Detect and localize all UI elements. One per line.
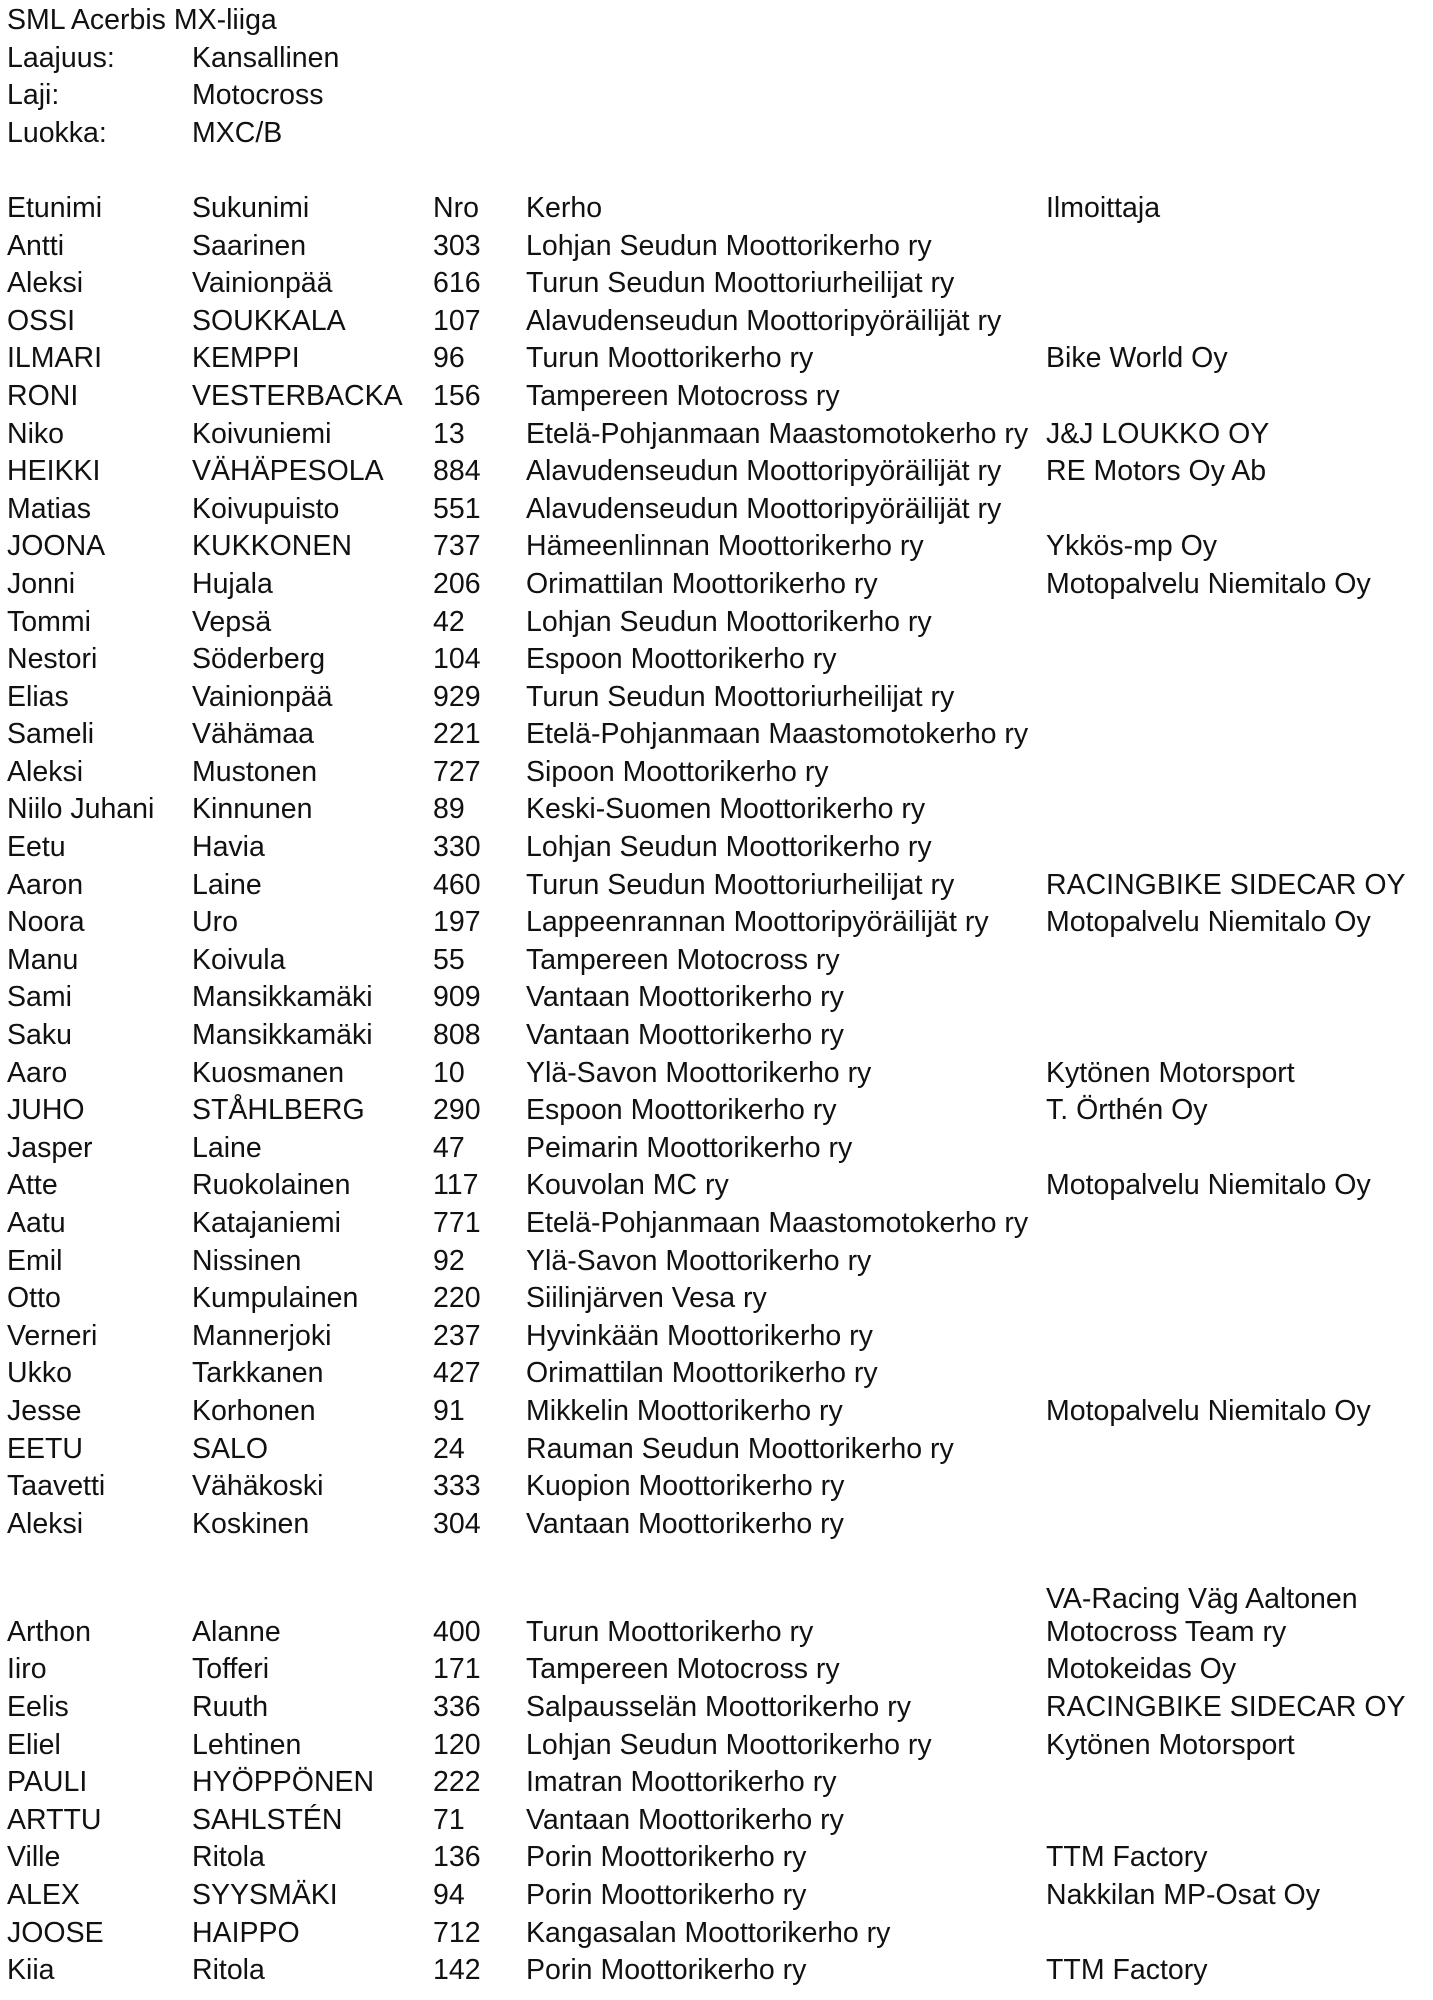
cell-sponsor: Kytönen Motorsport — [1046, 1728, 1295, 1761]
cell-first-name: Sami — [7, 981, 72, 1014]
cell-number: 96 — [433, 342, 465, 375]
cell-club: Mikkelin Moottorikerho ry — [526, 1394, 843, 1427]
table-row — [7, 1468, 1427, 1506]
cell-club: Lappeenrannan Moottoripyöräilijät ry — [526, 906, 989, 939]
cell-first-name: Saku — [7, 1019, 72, 1052]
cell-sponsor: Motopalvelu Niemitalo Oy — [1046, 567, 1371, 600]
cell-club: Ylä-Savon Moottorikerho ry — [526, 1056, 872, 1089]
cell-number: 206 — [433, 567, 481, 600]
table-row — [7, 1952, 1427, 1990]
table-row — [7, 942, 1427, 980]
cell-last-name: VESTERBACKA — [192, 379, 403, 412]
cell-number: 94 — [433, 1878, 465, 1911]
cell-first-name: Eliel — [7, 1728, 61, 1761]
table-row — [7, 791, 1427, 829]
meta-value: MXC/B — [192, 116, 283, 149]
cell-sponsor: Nakkilan MP-Osat Oy — [1046, 1878, 1320, 1911]
cell-first-name: RONI — [7, 379, 79, 412]
cell-number: 304 — [433, 1507, 481, 1540]
table-row — [7, 1243, 1427, 1281]
cell-first-name: Aaro — [7, 1056, 68, 1089]
cell-sponsor — [1046, 1318, 1426, 1356]
cell-last-name: Laine — [192, 868, 262, 901]
table-row — [7, 1318, 1427, 1356]
cell-sponsor: Motokeidas Oy — [1046, 1653, 1237, 1686]
cell-last-name: SYYSMÄKI — [192, 1878, 338, 1911]
cell-last-name: Nissinen — [192, 1244, 302, 1277]
table-row — [7, 378, 1427, 416]
cell-first-name: Eelis — [7, 1690, 69, 1723]
cell-club: Vantaan Moottorikerho ry — [526, 981, 844, 1014]
cell-last-name: Mansikkamäki — [192, 1019, 373, 1052]
cell-sponsor — [1046, 1802, 1426, 1840]
cell-sponsor: RE Motors Oy Ab — [1046, 455, 1267, 488]
cell-sponsor — [1046, 1017, 1426, 1055]
table-row — [7, 416, 1427, 454]
cell-sponsor — [1046, 942, 1426, 980]
cell-first-name: Aleksi — [7, 267, 84, 300]
cell-sponsor — [1046, 604, 1426, 642]
cell-club: Turun Seudun Moottoriurheilijat ry — [526, 680, 955, 713]
cell-last-name: SAHLSTÉN — [192, 1803, 343, 1836]
cell-number: 24 — [433, 1432, 465, 1465]
cell-last-name: VÄHÄPESOLA — [192, 455, 384, 488]
cell-first-name: Jonni — [7, 567, 76, 600]
cell-sponsor — [1046, 754, 1426, 792]
cell-first-name: Sameli — [7, 718, 95, 751]
cell-last-name: SOUKKALA — [192, 304, 346, 337]
table-row — [7, 1017, 1427, 1055]
cell-last-name: Lehtinen — [192, 1728, 302, 1761]
meta-row-sport — [7, 77, 1427, 115]
cell-last-name: Ritola — [192, 1841, 265, 1874]
cell-club: Vantaan Moottorikerho ry — [526, 1019, 844, 1052]
table-row — [7, 1506, 1427, 1544]
cell-number: 171 — [433, 1653, 481, 1686]
cell-first-name: Nestori — [7, 643, 98, 676]
cell-number: 333 — [433, 1470, 481, 1503]
cell-last-name: Tarkkanen — [192, 1357, 324, 1390]
cell-first-name: HEIKKI — [7, 455, 101, 488]
cell-last-name: Söderberg — [192, 643, 326, 676]
cell-first-name: Eetu — [7, 831, 66, 864]
cell-last-name: Mustonen — [192, 755, 318, 788]
cell-last-name: Ruokolainen — [192, 1169, 351, 1202]
cell-first-name: ALEX — [7, 1878, 80, 1911]
cell-club: Porin Moottorikerho ry — [526, 1954, 807, 1987]
meta-label: Laajuus: — [7, 41, 115, 74]
cell-sponsor — [1046, 979, 1426, 1017]
table-header — [7, 190, 1427, 228]
cell-number: 330 — [433, 831, 481, 864]
cell-number: 929 — [433, 680, 481, 713]
cell-number: 89 — [433, 793, 465, 826]
cell-sponsor: RACINGBIKE SIDECAR OY — [1046, 1690, 1406, 1723]
cell-sponsor — [1046, 491, 1426, 529]
cell-number: 55 — [433, 943, 465, 976]
cell-club: Espoon Moottorikerho ry — [526, 643, 837, 676]
cell-first-name: Manu — [7, 943, 79, 976]
document — [7, 2, 1427, 1990]
cell-sponsor: TTM Factory — [1046, 1841, 1208, 1874]
header-first-name: Etunimi — [7, 191, 103, 224]
table-row — [7, 303, 1427, 341]
cell-first-name: Matias — [7, 492, 91, 525]
cell-sponsor — [1046, 1431, 1426, 1469]
meta-value: Kansallinen — [192, 41, 340, 74]
cell-sponsor — [1046, 1243, 1426, 1281]
cell-sponsor — [1046, 228, 1426, 266]
cell-sponsor — [1046, 1355, 1426, 1393]
table-row — [7, 491, 1427, 529]
cell-number: 120 — [433, 1728, 481, 1761]
header-club: Kerho — [526, 191, 603, 224]
cell-sponsor — [1046, 679, 1426, 717]
cell-first-name: JUHO — [7, 1094, 85, 1127]
cell-club: Ylä-Savon Moottorikerho ry — [526, 1244, 872, 1277]
cell-last-name: Kinnunen — [192, 793, 313, 826]
document-title: SML Acerbis MX-liiga — [7, 4, 277, 36]
cell-first-name: JOONA — [7, 530, 106, 563]
table-row — [7, 566, 1427, 604]
table-row — [7, 1205, 1427, 1243]
cell-sponsor — [1046, 1205, 1426, 1243]
cell-first-name: Kiia — [7, 1954, 55, 1987]
cell-sponsor — [1046, 1468, 1426, 1506]
cell-number: 10 — [433, 1056, 465, 1089]
cell-number: 220 — [433, 1282, 481, 1315]
table-row — [7, 1355, 1427, 1393]
cell-last-name: KEMPPI — [192, 342, 300, 375]
table-row — [7, 1839, 1427, 1877]
table-row — [7, 1689, 1427, 1727]
cell-club: Imatran Moottorikerho ry — [526, 1766, 837, 1799]
cell-club: Keski-Suomen Moottorikerho ry — [526, 793, 926, 826]
cell-first-name: Aleksi — [7, 755, 84, 788]
table-row — [7, 1431, 1427, 1469]
cell-number: 237 — [433, 1319, 481, 1352]
cell-number: 727 — [433, 755, 481, 788]
cell-club: Kuopion Moottorikerho ry — [526, 1470, 845, 1503]
cell-first-name: EETU — [7, 1432, 84, 1465]
cell-first-name: Iiro — [7, 1653, 47, 1686]
cell-first-name: Niko — [7, 417, 65, 450]
cell-number: 156 — [433, 379, 481, 412]
cell-sponsor: T. Örthén Oy — [1046, 1094, 1208, 1127]
cell-club: Orimattilan Moottorikerho ry — [526, 567, 878, 600]
cell-number: 13 — [433, 417, 465, 450]
cell-number: 400 — [433, 1615, 481, 1648]
cell-first-name: Verneri — [7, 1319, 98, 1352]
table-row — [7, 641, 1427, 679]
cell-first-name: Arthon — [7, 1615, 91, 1648]
cell-last-name: Vepsä — [192, 605, 272, 638]
meta-row-scope — [7, 40, 1427, 78]
spacer — [7, 152, 1427, 190]
cell-club: Porin Moottorikerho ry — [526, 1878, 807, 1911]
cell-number: 136 — [433, 1841, 481, 1874]
cell-number: 616 — [433, 267, 481, 300]
cell-number: 47 — [433, 1131, 465, 1164]
cell-number: 551 — [433, 492, 481, 525]
cell-first-name: ILMARI — [7, 342, 103, 375]
cell-last-name: HAIPPO — [192, 1916, 300, 1949]
cell-last-name: Katajaniemi — [192, 1207, 341, 1239]
cell-club: Kangasalan Moottorikerho ry — [526, 1916, 891, 1949]
cell-sponsor — [1046, 1280, 1426, 1318]
cell-number: 427 — [433, 1357, 481, 1390]
cell-club: Lohjan Seudun Moottorikerho ry — [526, 229, 932, 262]
cell-last-name: Vähäkoski — [192, 1470, 324, 1503]
cell-first-name: Noora — [7, 906, 85, 939]
cell-number: 808 — [433, 1019, 481, 1052]
cell-club: Tampereen Motocross ry — [526, 1653, 840, 1686]
cell-sponsor — [1046, 265, 1426, 303]
cell-club: Kouvolan MC ry — [526, 1169, 729, 1202]
cell-first-name: Aaron — [7, 868, 84, 901]
cell-number: 771 — [433, 1207, 481, 1239]
cell-club: Rauman Seudun Moottorikerho ry — [526, 1432, 954, 1465]
meta-value: Motocross — [192, 79, 324, 112]
cell-number: 460 — [433, 868, 481, 901]
cell-first-name: ARTTU — [7, 1803, 102, 1836]
cell-club: Etelä-Pohjanmaan Maastomotokerho ry — [526, 718, 1029, 751]
table-row — [7, 1915, 1427, 1953]
table-row — [7, 1055, 1427, 1093]
cell-first-name: Emil — [7, 1244, 63, 1277]
cell-sponsor: J&J LOUKKO OY — [1046, 417, 1270, 450]
cell-last-name: Koivuniemi — [192, 417, 332, 450]
cell-club: Etelä-Pohjanmaan Maastomotokerho ry — [526, 417, 1029, 450]
cell-last-name: Ritola — [192, 1954, 265, 1987]
table-row — [7, 1764, 1427, 1802]
cell-last-name: Laine — [192, 1131, 262, 1164]
cell-first-name: Atte — [7, 1169, 58, 1202]
cell-last-name: Mansikkamäki — [192, 981, 373, 1014]
cell-sponsor — [1046, 1506, 1426, 1544]
cell-club: Lohjan Seudun Moottorikerho ry — [526, 605, 932, 638]
cell-number: 104 — [433, 643, 481, 676]
cell-number: 142 — [433, 1954, 481, 1987]
cell-club: Hämeenlinnan Moottorikerho ry — [526, 530, 924, 563]
cell-first-name: PAULI — [7, 1766, 88, 1799]
cell-last-name: Saarinen — [192, 229, 307, 262]
cell-club: Alavudenseudun Moottoripyöräilijät ry — [526, 304, 1002, 337]
table-row — [7, 1727, 1427, 1765]
cell-club: Turun Seudun Moottoriurheilijat ry — [526, 868, 955, 901]
cell-number: 91 — [433, 1394, 465, 1427]
cell-last-name: Koivupuisto — [192, 492, 340, 525]
table-row — [7, 228, 1427, 266]
table-row — [7, 1802, 1427, 1840]
cell-number: 107 — [433, 304, 481, 337]
cell-sponsor — [1046, 378, 1426, 416]
table-row — [7, 1393, 1427, 1431]
cell-first-name: Antti — [7, 229, 65, 262]
cell-number: 222 — [433, 1766, 481, 1799]
cell-number: 737 — [433, 530, 481, 563]
cell-first-name: Jasper — [7, 1131, 93, 1164]
cell-last-name: Hujala — [192, 567, 273, 600]
cell-first-name: Taavetti — [7, 1470, 106, 1503]
cell-club: Salpausselän Moottorikerho ry — [526, 1690, 911, 1723]
cell-last-name: Ruuth — [192, 1690, 269, 1723]
cell-number: 909 — [433, 981, 481, 1014]
cell-number: 92 — [433, 1244, 465, 1277]
cell-sponsor: Motopalvelu Niemitalo Oy — [1046, 906, 1371, 939]
cell-number: 221 — [433, 718, 481, 751]
table-row — [7, 1130, 1427, 1168]
cell-sponsor: Motopalvelu Niemitalo Oy — [1046, 1394, 1371, 1427]
header-last-name: Sukunimi — [192, 191, 310, 224]
cell-first-name: Elias — [7, 680, 69, 713]
table-row — [7, 528, 1427, 566]
cell-last-name: HYÖPPÖNEN — [192, 1766, 375, 1799]
table-row — [7, 754, 1427, 792]
cell-club: Peimarin Moottorikerho ry — [526, 1131, 853, 1164]
cell-club: Turun Moottorikerho ry — [526, 1615, 814, 1648]
cell-sponsor — [1046, 1130, 1426, 1168]
meta-label: Laji: — [7, 79, 60, 112]
cell-club: Espoon Moottorikerho ry — [526, 1094, 837, 1127]
cell-first-name: Ville — [7, 1841, 61, 1874]
cell-number: 303 — [433, 229, 481, 262]
cell-last-name: Vainionpää — [192, 680, 333, 713]
cell-first-name: Jesse — [7, 1394, 82, 1427]
cell-club: Vantaan Moottorikerho ry — [526, 1803, 844, 1836]
table-row — [7, 679, 1427, 717]
table-row — [7, 340, 1427, 378]
cell-sponsor — [1046, 303, 1426, 341]
document-title-row — [7, 2, 1427, 40]
cell-sponsor — [1046, 829, 1426, 867]
table-body — [7, 228, 1427, 1990]
cell-last-name: STÅHLBERG — [192, 1094, 365, 1127]
cell-first-name: OSSI — [7, 304, 76, 337]
cell-last-name: Alanne — [192, 1615, 281, 1648]
cell-club: Lohjan Seudun Moottorikerho ry — [526, 831, 932, 864]
cell-last-name: Kumpulainen — [192, 1282, 359, 1315]
cell-first-name: Niilo Juhani — [7, 793, 155, 826]
cell-club: Lohjan Seudun Moottorikerho ry — [526, 1728, 932, 1761]
cell-last-name: SALO — [192, 1432, 269, 1465]
cell-club: Alavudenseudun Moottoripyöräilijät ry — [526, 455, 1002, 488]
table-row — [7, 1167, 1427, 1205]
cell-first-name: Otto — [7, 1282, 61, 1315]
cell-club: Alavudenseudun Moottoripyöräilijät ry — [526, 492, 1002, 525]
cell-number: 42 — [433, 605, 465, 638]
table-row — [7, 829, 1427, 867]
header-number: Nro — [433, 191, 479, 224]
cell-club: Sipoon Moottorikerho ry — [526, 755, 829, 788]
cell-first-name: Tommi — [7, 605, 91, 638]
cell-last-name: Vähämaa — [192, 718, 315, 751]
cell-last-name: Uro — [192, 906, 238, 939]
cell-sponsor: Kytönen Motorsport — [1046, 1056, 1295, 1089]
cell-last-name: Koivula — [192, 943, 286, 976]
cell-number: 197 — [433, 906, 481, 939]
cell-club: Vantaan Moottorikerho ry — [526, 1507, 844, 1540]
cell-club: Siilinjärven Vesa ry — [526, 1282, 767, 1315]
cell-number: 336 — [433, 1690, 481, 1723]
cell-sponsor — [1046, 716, 1426, 754]
cell-sponsor: Bike World Oy — [1046, 342, 1228, 375]
table-row — [7, 716, 1427, 754]
table-row — [7, 1651, 1427, 1689]
cell-last-name: Mannerjoki — [192, 1319, 332, 1352]
cell-first-name: Ukko — [7, 1357, 72, 1390]
cell-sponsor: TTM Factory — [1046, 1954, 1208, 1987]
cell-sponsor — [1046, 791, 1426, 829]
cell-last-name: Korhonen — [192, 1394, 316, 1427]
cell-last-name: Vainionpää — [192, 267, 333, 300]
cell-last-name: Havia — [192, 831, 265, 864]
table-row — [7, 1092, 1427, 1130]
meta-label: Luokka: — [7, 116, 107, 149]
cell-number: 884 — [433, 455, 481, 488]
cell-sponsor — [1046, 641, 1426, 679]
table-row — [7, 904, 1427, 942]
cell-club: Turun Seudun Moottoriurheilijat ry — [526, 267, 955, 300]
cell-sponsor: Motopalvelu Niemitalo Oy — [1046, 1169, 1371, 1202]
cell-first-name: JOOSE — [7, 1916, 104, 1949]
cell-last-name: KUKKONEN — [192, 530, 352, 563]
table-row — [7, 265, 1427, 303]
table-row — [7, 867, 1427, 905]
cell-sponsor: VA-Racing Väg Aaltonen Motocross Team ry — [1046, 1583, 1358, 1649]
table-row — [7, 1877, 1427, 1915]
table-row — [7, 1543, 1427, 1651]
cell-club: Hyvinkään Moottorikerho ry — [526, 1319, 873, 1352]
cell-club: Etelä-Pohjanmaan Maastomotokerho ry — [526, 1207, 1029, 1239]
cell-number: 712 — [433, 1916, 481, 1949]
cell-club: Orimattilan Moottorikerho ry — [526, 1357, 878, 1390]
cell-sponsor — [1046, 1915, 1426, 1953]
cell-club: Tampereen Motocross ry — [526, 379, 840, 412]
table-row — [7, 604, 1427, 642]
cell-sponsor: Ykkös-mp Oy — [1046, 530, 1218, 563]
table-row — [7, 979, 1427, 1017]
cell-club: Tampereen Motocross ry — [526, 943, 840, 976]
cell-first-name: Aatu — [7, 1207, 66, 1239]
cell-last-name: Tofferi — [192, 1653, 270, 1686]
cell-first-name: Aleksi — [7, 1507, 84, 1540]
cell-number: 117 — [433, 1169, 479, 1202]
meta-row-class — [7, 115, 1427, 153]
cell-last-name: Kuosmanen — [192, 1056, 345, 1089]
header-sponsor: Ilmoittaja — [1046, 191, 1161, 224]
cell-club: Turun Moottorikerho ry — [526, 342, 814, 375]
cell-sponsor: RACINGBIKE SIDECAR OY — [1046, 868, 1406, 901]
cell-last-name: Koskinen — [192, 1507, 310, 1540]
cell-number: 71 — [433, 1803, 465, 1836]
cell-number: 290 — [433, 1094, 481, 1127]
table-row — [7, 453, 1427, 491]
cell-sponsor — [1046, 1764, 1426, 1802]
table-row — [7, 1280, 1427, 1318]
cell-club: Porin Moottorikerho ry — [526, 1841, 807, 1874]
